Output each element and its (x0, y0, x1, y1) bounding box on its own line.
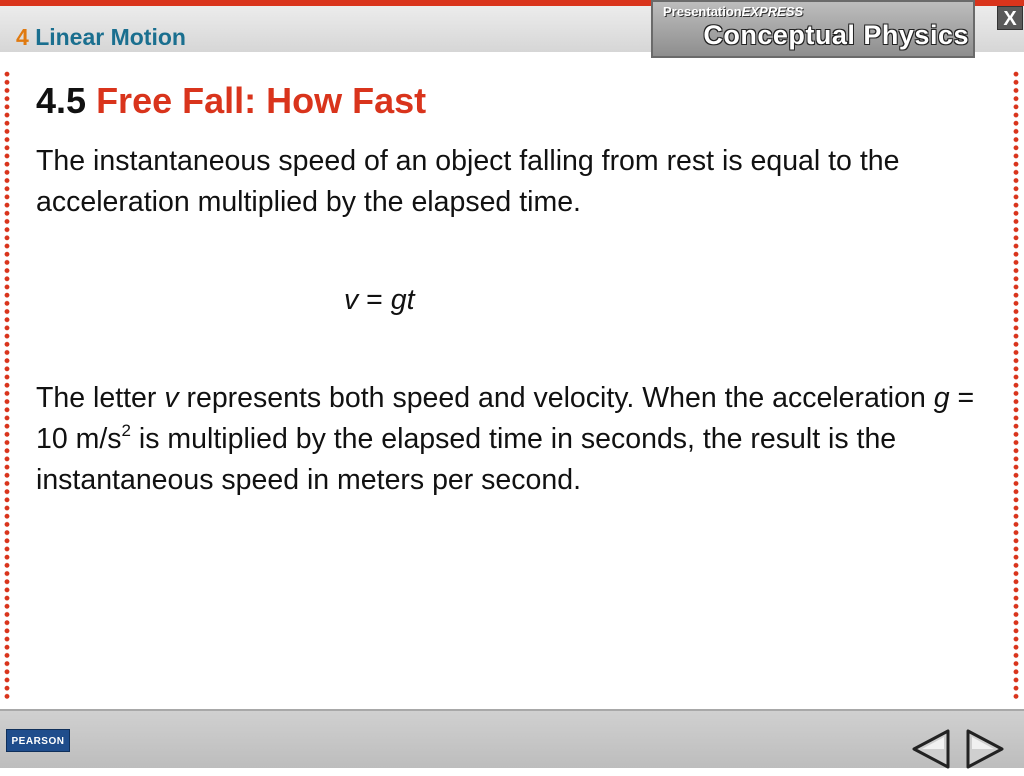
previous-slide-button[interactable] (910, 727, 952, 771)
formula (344, 284, 415, 317)
next-slide-button[interactable] (964, 727, 1006, 771)
paragraph-definition: The instantaneous speed of an object falling from rest is equal to the acceleration multiplied by the elapsed time. (36, 145, 900, 218)
p2-a: The letter (36, 382, 165, 414)
slide-title (36, 80, 426, 122)
paragraph-explanation (36, 378, 983, 501)
bottom-bar (0, 709, 1024, 768)
brand-title: Conceptual Physics (703, 20, 969, 50)
p2-v: v (164, 382, 179, 414)
right-arrow-icon (964, 727, 1006, 771)
pearson-logo: PEARSON (6, 729, 70, 752)
formula-gt: gt (390, 284, 415, 316)
chapter-number: 4 (16, 24, 29, 50)
formula-v: v (344, 284, 359, 316)
top-bar (0, 0, 1024, 52)
close-button[interactable]: X (997, 6, 1023, 30)
formula-equals: = (358, 284, 391, 316)
p2-d: is multiplied by the elapsed time in seconds, the result is the instantaneous speed in meters per second. (36, 423, 905, 496)
left-dotted-border (4, 70, 10, 700)
left-arrow-icon (910, 727, 952, 771)
section-title: Free Fall: How Fast (96, 80, 427, 121)
brand-subtitle-bold: EXPRESS (741, 4, 804, 19)
p2-exponent: 2 (121, 420, 131, 440)
section-number: 4.5 (36, 80, 87, 121)
brand-subtitle-prefix: Presentation (663, 4, 742, 19)
p2-c: = 10 m/s (36, 382, 983, 455)
right-dotted-border (1013, 70, 1019, 700)
brand-logo (651, 0, 975, 58)
p2-g: g (933, 382, 950, 414)
chapter-name: Linear Motion (35, 24, 186, 50)
p2-b: represents both speed and velocity. When the acceleration (178, 382, 934, 414)
brand-subtitle (663, 4, 803, 19)
chapter-heading (16, 24, 186, 51)
